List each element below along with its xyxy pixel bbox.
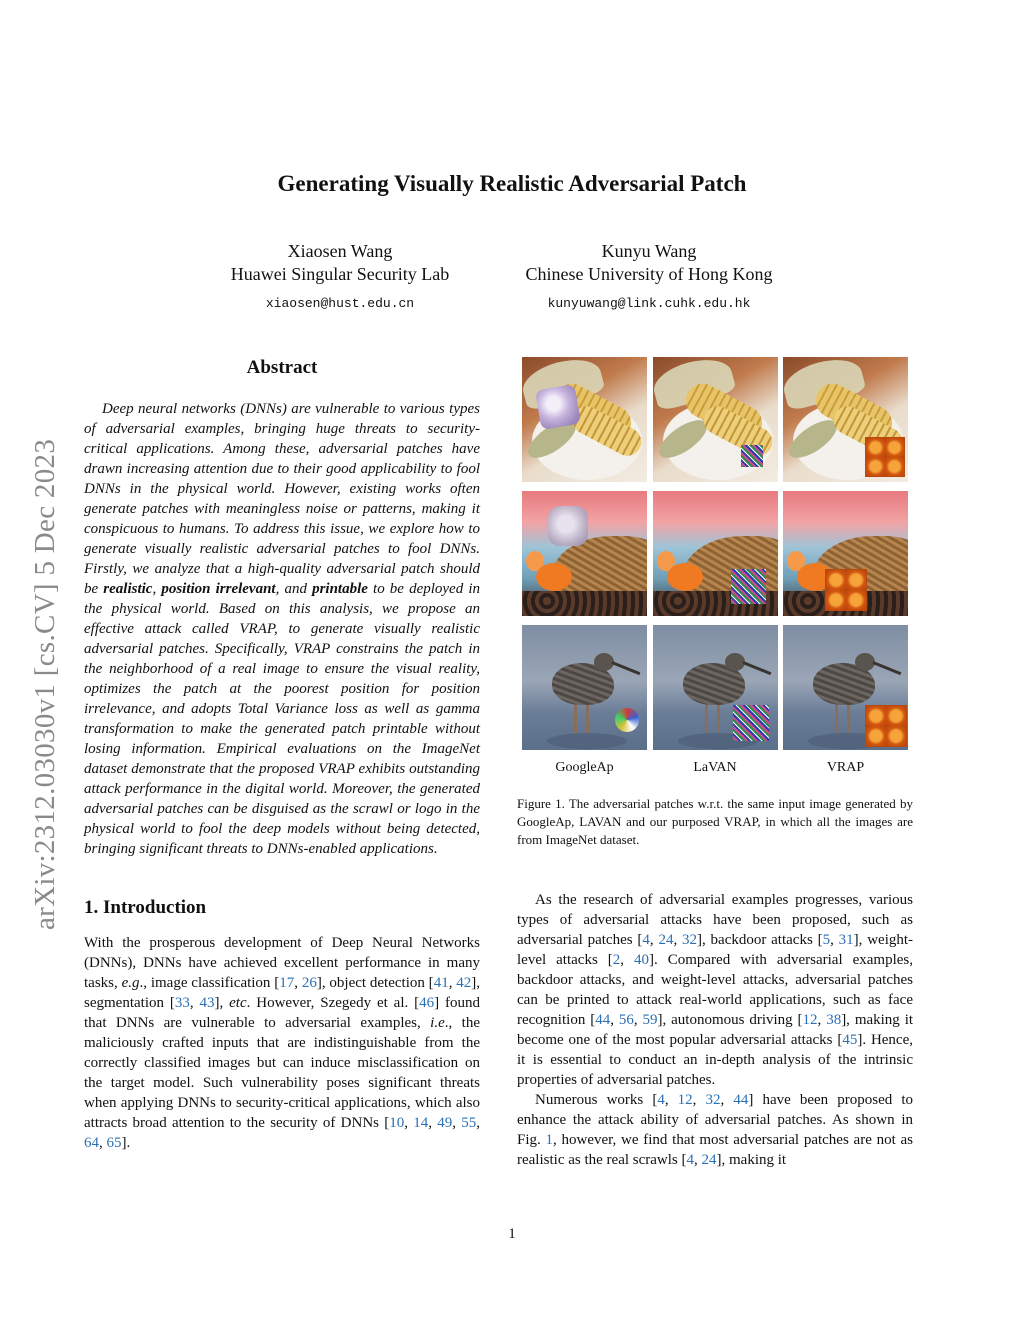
fish-googleap-image [522, 491, 647, 616]
intro-paragraph: With the prosperous development of Deep Neural Networks (DNNs), DNNs have achieved excellent performance in many tasks, e.g., image classification [17, 26], object detection [41, 42], segmentation [33, 43], etc. However, Szegedy et al. [46] found that DNNs are vulnerable to adversarial examples, i.e., the maliciously crafted inputs that are indistinguishable from the correctly classified images but can induce misclassification on the target model. Such vulnerability poses significant threats when applying DNNs to security-critical applications, which also attracts broad attention to the security of DNNs [10, 14, 49, 55, 64, 65]. [84, 935, 481, 1151]
abstract-text: Deep neural networks (DNNs) are vulnerable to various types of adversarial examples, bringing huge threats to security-critical applications. Among these, adversarial patches have drawn increasing attention due to their good applicability to fool DNNs in the physical world. However, existing works often generate patches with meaningless noise or patterns, making it conspicuous to humans. To address this issue, we explore how to generate visually realistic adversarial patches to fool DNNs. Firstly, we analyze that a high-quality adversarial patch should be realistic, position irrelevant, and printable to be deployed in the physical world. Based on this analysis, we propose an effective attack called VRAP, to generate visually realistic adversarial patches. Specifically, VRAP constrains the patch in the neighborhood of a real image to ensure the visual reality, optimizes the patch at the poorest position for position irrelevance, and adopts Total Variance loss as well as gamma transformation to make the generated patch printable without losing information. Empirical evaluations on the ImageNet dataset demonstrate that the proposed VRAP exhibits outstanding attack performance in the digital world. Moreover, the generated adversarial patches can be disguised as the scrawl or logo in the physical world to fool the deep models without being detected, bringing significant threats to DNNs-enabled applications. [84, 401, 480, 857]
author-name: Xiaosen Wang [287, 241, 393, 261]
page-number: 1 [508, 1226, 516, 1242]
citation-link[interactable]: 26 [301, 975, 317, 991]
citation-link[interactable]: 10 [389, 1115, 405, 1131]
bird-googleap-image [522, 625, 647, 750]
citation-link[interactable]: 55 [461, 1115, 477, 1131]
citation-link[interactable]: 32 [682, 932, 697, 948]
lavan-patch [731, 569, 766, 604]
citation-link[interactable]: 12 [677, 1092, 693, 1108]
googleap-patch [535, 384, 581, 430]
section-heading-introduction: 1. Introduction [84, 897, 207, 918]
figure-1 [517, 355, 913, 847]
googleap-patch [615, 708, 639, 732]
citation-link[interactable]: 41 [433, 975, 449, 991]
arxiv-identifier: arXiv:2312.03030v1 [cs.CV] 5 Dec 2023 [29, 438, 61, 930]
fish-lavan-image [653, 491, 778, 616]
lavan-patch [741, 445, 763, 467]
right-column [517, 355, 914, 1168]
author-block-1 [190, 240, 490, 315]
author-name: Kunyu Wang [601, 241, 697, 261]
author-affiliation: Huawei Singular Security Lab [230, 264, 450, 284]
citation-link[interactable]: 40 [634, 952, 649, 968]
citation-link[interactable]: 33 [174, 995, 190, 1011]
vrap-patch [865, 705, 907, 747]
right-column-text [517, 890, 913, 1170]
left-column [84, 355, 480, 1153]
corn-googleap-image [522, 357, 647, 482]
vrap-patch [865, 437, 905, 477]
figure-row-bird [522, 625, 908, 750]
figure-label-lavan: LaVAN [693, 760, 737, 775]
googleap-patch [548, 506, 588, 546]
citation-link[interactable]: 46 [419, 995, 435, 1011]
citation-link[interactable]: 64 [84, 1135, 99, 1151]
citation-link[interactable]: 12 [802, 1012, 818, 1028]
figure-label-vrap: VRAP [826, 760, 865, 775]
citation-link[interactable]: 56 [618, 1012, 634, 1028]
figure-column-labels [522, 760, 908, 776]
citation-link[interactable]: 43 [199, 995, 215, 1011]
citation-link[interactable]: 24 [701, 1152, 717, 1168]
citation-link[interactable]: 45 [842, 1032, 858, 1048]
bird-vrap-image [783, 625, 908, 750]
citation-link[interactable]: 44 [733, 1092, 749, 1108]
citation-link[interactable]: 49 [437, 1115, 453, 1131]
author-block-2 [490, 240, 808, 315]
citation-link[interactable]: 5 [822, 932, 831, 948]
author-email[interactable]: xiaosen@hust.edu.cn [265, 296, 415, 311]
citation-link[interactable]: 44 [595, 1012, 611, 1028]
lavan-patch [733, 705, 769, 741]
citation-link[interactable]: 4 [657, 1092, 665, 1108]
citation-link[interactable]: 38 [826, 1012, 842, 1028]
citation-link[interactable]: 42 [456, 975, 472, 991]
figure-caption: Figure 1. The adversarial patches w.r.t. the same input image generated by GoogleAp, LAVAN and our purposed VRAP, in which all the images are from ImageNet dataset. [517, 796, 913, 847]
corn-lavan-image [653, 357, 778, 482]
figure-label-googleap: GoogleAp [555, 760, 614, 775]
corn-vrap-image [783, 357, 908, 482]
citation-link[interactable]: 2 [612, 952, 621, 968]
figure-row-corn [522, 357, 908, 482]
citation-link[interactable]: 17 [279, 975, 295, 991]
citation-link[interactable]: 24 [658, 932, 674, 948]
abstract-heading: Abstract [246, 357, 318, 378]
figure-image-grid [522, 357, 908, 759]
citation-link[interactable]: 32 [705, 1092, 721, 1108]
author-email[interactable]: kunyuwang@link.cuhk.edu.hk [547, 296, 751, 311]
citation-link[interactable]: 65 [106, 1135, 122, 1151]
citation-link[interactable]: 4 [642, 932, 650, 948]
citation-link[interactable]: 14 [413, 1115, 429, 1131]
vrap-patch [825, 569, 867, 611]
fish-vrap-image [783, 491, 908, 616]
citation-link[interactable]: 4 [686, 1152, 695, 1168]
bird-lavan-image [653, 625, 778, 750]
paragraph: As the research of adversarial examples progresses, various types of adversarial attacks have been proposed, such as adversarial patches [4, 24, 32], backdoor attacks [5, 31], weight-level attacks [2, 40]. Compared with adversarial examples, backdoor attacks, and weight-level attacks, adversarial patches can be printed to attack real-world applications, such as face recognition [44, 56, 59], autonomous driving [12, 38], making it become one of the most popular adversarial attacks [45]. Hence, it is essential to conduct an in-depth analysis of the intrinsic properties of adversarial patches. [517, 892, 914, 1088]
figure-row-fish [522, 491, 908, 616]
author-affiliation: Chinese University of Hong Kong [525, 264, 773, 284]
paper-title: Generating Visually Realistic Adversarial Patch [277, 171, 747, 196]
citation-link[interactable]: 59 [642, 1012, 658, 1028]
figure-reference-link[interactable]: 1 [545, 1132, 553, 1148]
citation-link[interactable]: 31 [838, 932, 854, 948]
paragraph: Numerous works [4, 12, 32, 44] have been proposed to enhance the attack ability of adversarial patches. As shown in Fig. 1, however, we find that most adversarial patches are not as realistic as the real scrawls [4, 24], making it [517, 1092, 913, 1168]
